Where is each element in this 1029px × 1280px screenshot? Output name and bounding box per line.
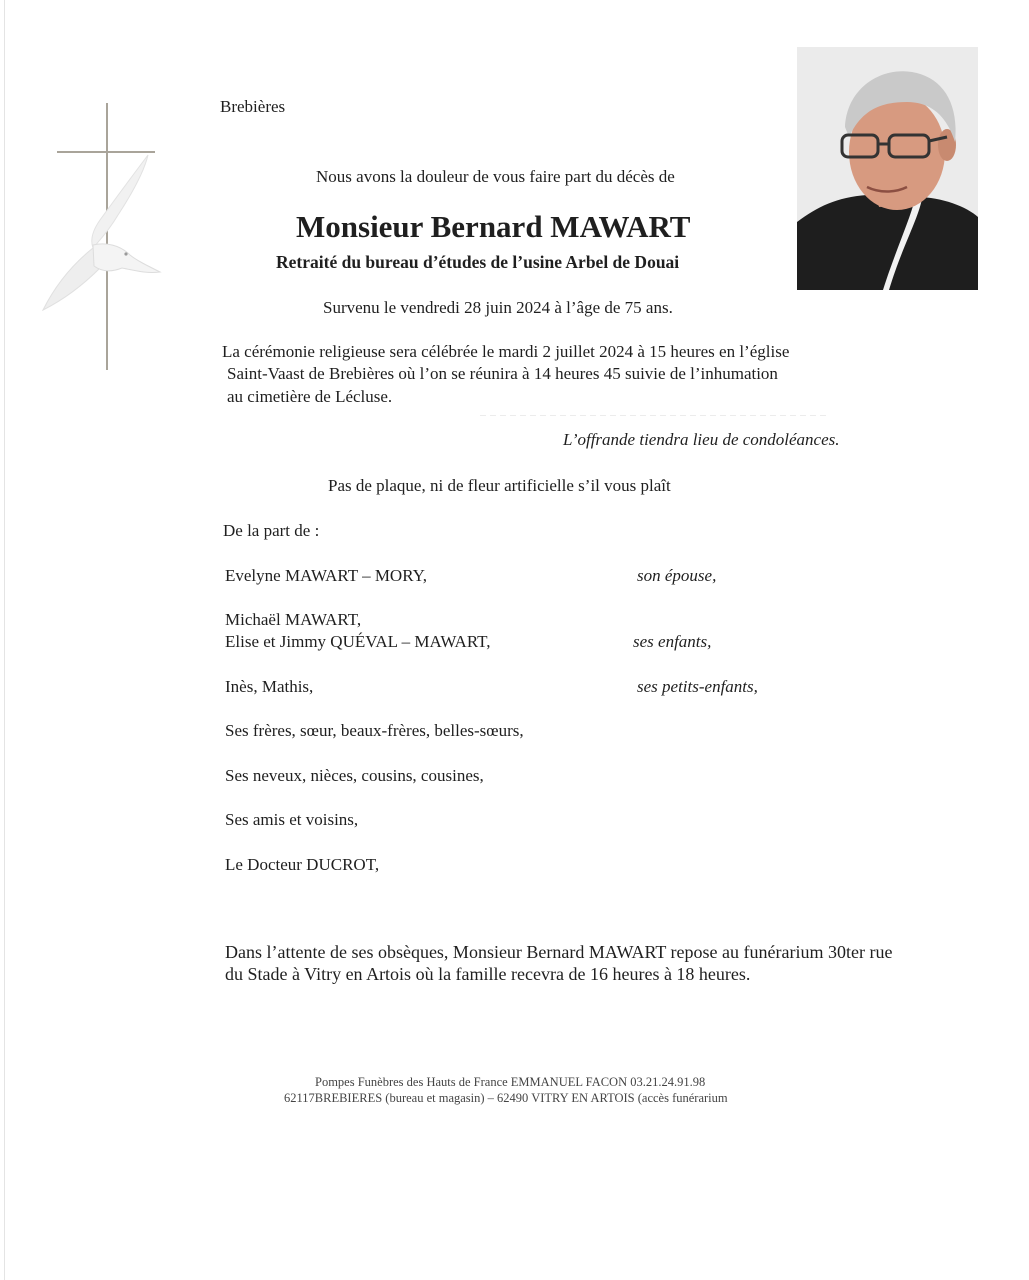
footer-line-1: Pompes Funèbres des Hauts de France EMMANUEL FACON 03.21.24.91.98 xyxy=(315,1075,706,1089)
ceremony-line-1: La cérémonie religieuse sera célébrée le mardi 2 juillet 2024 à 15 heures en l’église xyxy=(222,342,790,361)
spouse-relation: son épouse, xyxy=(637,566,717,585)
deceased-subtitle: Retraité du bureau d’études de l’usine Arbel de Douai xyxy=(276,252,680,272)
children-relation: ses enfants, xyxy=(633,632,712,651)
funerarium-line-2: du Stade à Vitry en Artois où la famille recevra de 16 heures à 18 heures. xyxy=(225,964,751,984)
from-label: De la part de : xyxy=(223,521,320,540)
location-label: Brebières xyxy=(220,97,286,116)
ceremony-line-2: Saint-Vaast de Brebières où l’on se réunira à 14 heures 45 suivie de l’inhumation xyxy=(227,364,778,383)
dove-icon xyxy=(38,150,168,320)
nephews: Ses neveux, nièces, cousins, cousines, xyxy=(225,766,484,785)
grandchildren: Inès, Mathis, xyxy=(225,677,314,696)
footer-line-2: 62117BREBIERES (bureau et magasin) – 62490 VITRY EN ARTOIS (accès funérarium xyxy=(284,1091,728,1105)
portrait-image xyxy=(797,47,978,290)
portrait-photo xyxy=(797,47,978,290)
friends: Ses amis et voisins, xyxy=(225,810,359,829)
grandchildren-relation: ses petits-enfants, xyxy=(637,677,758,696)
death-date: Survenu le vendredi 28 juin 2024 à l’âge de 75 ans. xyxy=(323,298,673,317)
page-edge xyxy=(4,0,5,1280)
no-flowers-note: Pas de plaque, ni de fleur artificielle s’il vous plaît xyxy=(328,476,671,495)
funerarium-line-1: Dans l’attente de ses obsèques, Monsieur Bernard MAWART repose au funérarium 30ter rue xyxy=(225,942,893,962)
intro-text: Nous avons la douleur de vous faire part du décès de xyxy=(316,167,675,186)
child-2: Elise et Jimmy QUÉVAL – MAWART, xyxy=(225,632,491,651)
siblings: Ses frères, sœur, beaux-frères, belles-sœurs, xyxy=(225,721,524,740)
doctor: Le Docteur DUCROT, xyxy=(225,855,380,874)
spouse-name: Evelyne MAWART – MORY, xyxy=(225,566,427,585)
child-1: Michaël MAWART, xyxy=(225,610,362,629)
offering-note: L’offrande tiendra lieu de condoléances. xyxy=(563,430,840,449)
ceremony-line-3: au cimetière de Lécluse. xyxy=(227,387,393,406)
separator-line xyxy=(480,415,830,416)
deceased-name: Monsieur Bernard MAWART xyxy=(296,209,691,244)
